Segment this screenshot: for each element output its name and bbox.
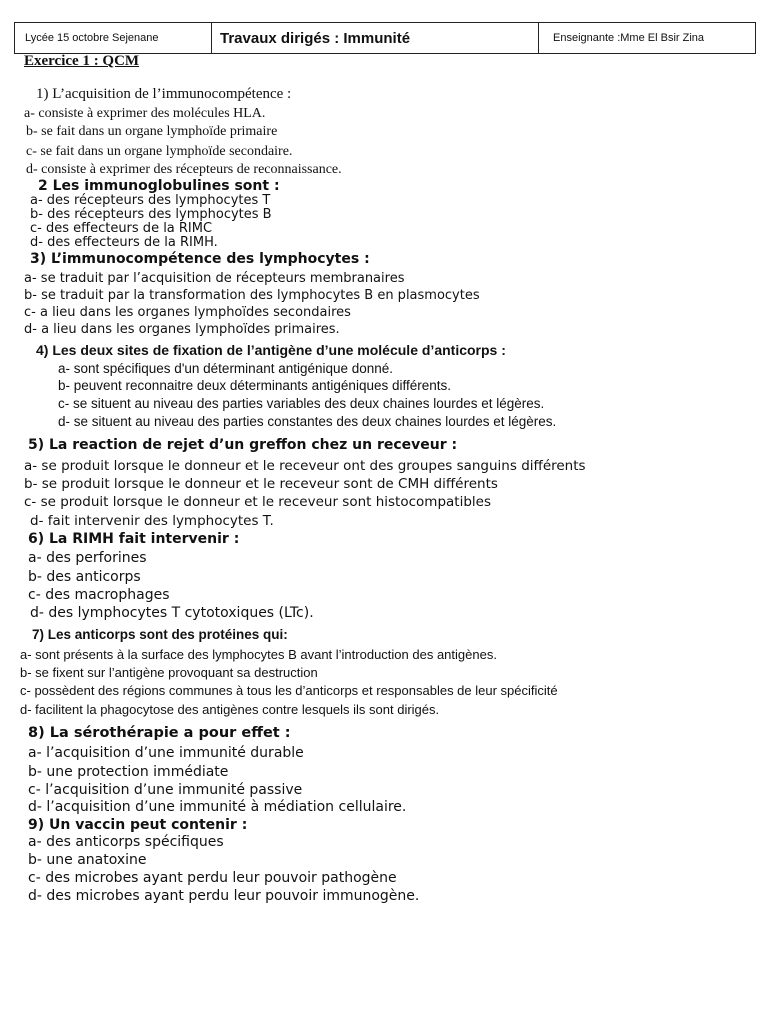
school-name: Lycée 15 octobre Sejenane — [15, 23, 212, 53]
question-7-option-c: c- possèdent des régions communes à tous les d’anticorps et responsables de leur spécificité — [20, 683, 558, 698]
question-6-option-d: d- des lymphocytes T cytotoxiques (LTc). — [30, 605, 314, 621]
question-8-option-b: b- une protection immédiate — [28, 764, 229, 780]
question-5-option-d: d- fait intervenir des lymphocytes T. — [30, 513, 274, 529]
question-1-title: 1) L’acquisition de l’immunocompétence : — [36, 86, 292, 102]
question-6-option-a: a- des perforines — [28, 550, 147, 566]
question-8-title: 8) La sérothérapie a pour effet : — [28, 725, 291, 741]
question-2-option-d: d- des effecteurs de la RIMH. — [30, 235, 218, 250]
question-2-option-b: b- des récepteurs des lymphocytes B — [30, 207, 272, 222]
question-9-title: 9) Un vaccin peut contenir : — [28, 817, 248, 833]
question-3-option-c: c- a lieu dans les organes lymphoïdes secondaires — [24, 305, 351, 320]
question-4-option-a: a- sont spécifiques d'un déterminant antigénique donné. — [58, 361, 394, 376]
question-1-option-a: a- consiste à exprimer des molécules HLA. — [24, 106, 266, 121]
question-9-option-c: c- des microbes ayant perdu leur pouvoir pathogène — [28, 870, 397, 886]
question-8-option-a: a- l’acquisition d’une immunité durable — [28, 745, 304, 761]
worksheet-title: Travaux dirigés : Immunité — [212, 23, 539, 53]
question-3-option-a: a- se traduit par l’acquisition de récepteurs membranaires — [24, 271, 405, 286]
question-4-title: 4) Les deux sites de fixation de l’antigène d’une molécule d’anticorps : — [36, 342, 506, 358]
question-6-option-b: b- des anticorps — [28, 569, 141, 585]
question-6-option-c: c- des macrophages — [28, 587, 170, 603]
question-8-option-c: c- l’acquisition d’une immunité passive — [28, 782, 303, 798]
question-5-option-a: a- se produit lorsque le donneur et le receveur ont des groupes sanguins différents — [24, 458, 586, 474]
question-9-option-b: b- une anatoxine — [28, 852, 147, 868]
teacher-name: Enseignante :Mme El Bsir Zina — [553, 32, 705, 44]
question-2-option-a: a- des récepteurs des lymphocytes T — [30, 193, 271, 208]
question-3-title: 3) L’immunocompétence des lymphocytes : — [30, 251, 370, 267]
question-9-option-d: d- des microbes ayant perdu leur pouvoir immunogène. — [28, 888, 420, 904]
question-1-option-d: d- consiste à exprimer des récepteurs de reconnaissance. — [26, 162, 342, 177]
question-5-title: 5) La reaction de rejet d’un greffon chez un receveur : — [28, 437, 458, 453]
question-5-option-c: c- se produit lorsque le donneur et le receveur sont histocompatibles — [24, 494, 491, 510]
question-4-option-c: c- se situent au niveau des parties variables des deux chaines lourdes et légères. — [58, 396, 545, 411]
question-1-option-c: c- se fait dans un organe lymphoïde secondaire. — [26, 144, 293, 159]
question-7-option-d: d- facilitent la phagocytose des antigènes contre lesquels ils sont dirigés. — [20, 702, 440, 717]
question-9-option-a: a- des anticorps spécifiques — [28, 834, 224, 850]
question-3-option-d: d- a lieu dans les organes lymphoïdes primaires. — [24, 322, 340, 337]
question-7-option-a: a- sont présents à la surface des lymphocytes B avant l’introduction des antigènes. — [20, 647, 497, 662]
question-5-option-b: b- se produit lorsque le donneur et le receveur sont de CMH différents — [24, 476, 498, 492]
question-8-option-d: d- l’acquisition d’une immunité à médiation cellulaire. — [28, 799, 407, 815]
question-3-option-b: b- se traduit par la transformation des lymphocytes B en plasmocytes — [24, 288, 480, 303]
question-6-title: 6) La RIMH fait intervenir : — [28, 531, 240, 547]
question-7-option-b: b- se fixent sur l’antigène provoquant sa destruction — [20, 665, 318, 680]
question-2-option-c: c- des effecteurs de la RIMC — [30, 221, 213, 236]
question-4-option-d: d- se situent au niveau des parties constantes des deux chaines lourdes et légères. — [58, 414, 557, 429]
question-2-title: 2 Les immunoglobulines sont : — [38, 178, 280, 194]
question-7-title: 7) Les anticorps sont des protéines qui: — [32, 627, 288, 642]
exercise-title: Exercice 1 : QCM — [24, 53, 140, 69]
question-1-option-b: b- se fait dans un organe lymphoïde primaire — [26, 124, 278, 139]
question-4-option-b: b- peuvent reconnaitre deux déterminants antigéniques différents. — [58, 378, 452, 393]
